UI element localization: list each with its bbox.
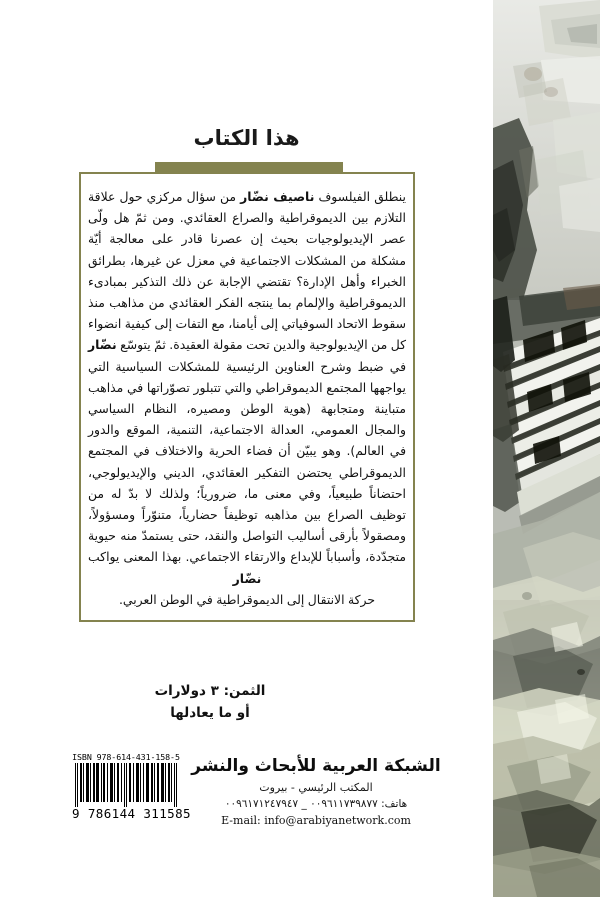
publisher-name: الشبكة العربية للأبحاث والنشر [191,756,441,776]
page-title: هذا الكتاب [193,126,300,150]
author-name-emphasis-2: نضّار [88,337,117,353]
phone-label: هاتف: [381,798,408,810]
isbn-text: ISBN 978-614-431-158-5 [72,752,180,762]
publisher-office: المكتب الرئيسي - بيروت [259,781,373,794]
blurb-text-part-1: ينطلق الفيلسوف [314,189,406,204]
barcode-digit-left: 9 [72,806,80,821]
barcode-digit-group-1: 786144 [87,806,136,821]
price-amount-line: الثمن: ٣ دولارات [154,683,266,699]
author-name-emphasis-1: ناصيف نضّار [240,189,315,204]
piano-artwork-illustration [493,0,600,897]
price-equivalent-line: أو ما يعادلها [170,705,250,721]
barcode-digit-group-2: 311585 [143,806,191,821]
phone-separator: _ [301,798,307,810]
phone-number-2: ٠٠٩٦١٧١٢٤٧٩٤٧ [224,798,299,810]
barcode-digits [72,806,191,821]
phone-number-1: ٠٠٩٦١١٧٣٩٨٧٧ [310,798,378,810]
blurb-paragraph [88,186,406,610]
author-name-emphasis-3: نضّار [232,570,262,586]
price-block [0,680,420,724]
blurb-text-part-2: من سؤال مركزي حول علاقة التلازم بين الديموقراطية والصراع العقائدي. ومن ثمّ هل ولّى عصر الإيديولوجيات بحيث إن عصرنا قادر على معالجة أيّة مشكلة من المشكلات الاجتماعية في معزل عن غيرها، بطرائق الخبراء وأهل الإدارة؟ تقتضي الإجابة عن ذلك التذكير بمبادىء الديموقراطية والإلمام بما ينتجه الفكر العقائدي من مذاهب منذ سقوط الاتحاد السوفياتي إلى أيامنا، مع التفات إلى كيفية انضواء كل من الإيديولوجية والدين تحت مقولة العقيدة. ثمّ يتوسّع [88,189,406,353]
publisher-email: E-mail: info@arabiyanetwork.com [221,814,411,827]
blurb-last-line: حركة الانتقال إلى الديموقراطية في الوطن العربي. [118,591,376,607]
publisher-block [148,756,484,827]
blurb-text-part-3: في ضبط وشرح العناوين الرئيسية للمشكلات السياسية التي يواجهها المجتمع الديموقراطي والتي تتبلور تصوّراتها في مذاهب متباينة ومتجابهة (هوية الوطن ومصيره، النظام السياسي والمجال العمومي، العدالة الاجتماعية، التنمية، الموقع والدور في العالم). وهو يبيّن أن فضاء الحرية والاختلاف في المجتمع الديموقراطي يحتضن التفكير العقائدي، الديني والإيديولوجي، احتضاناً طبيعياً، وفي معنى ما، ضرورياً؛ ولذلك لا بدّ له من توظيف الصراع بين مذاهبه توظيفاً حضارياً، متنوّراً ومسؤولاً، ومصقولاً بأرقى أساليب التواصل والنقد، حتى يستمدّ منه حيوية متجدّدة، وأسباباً للإبداع والارتقاء الاجتماعي. بهذا المعنى يواكب [88,358,406,565]
barcode-bars-icon [72,763,180,807]
barcode-block [72,752,191,821]
publisher-phone-line [148,798,484,810]
cover-artwork-panel [493,0,600,897]
